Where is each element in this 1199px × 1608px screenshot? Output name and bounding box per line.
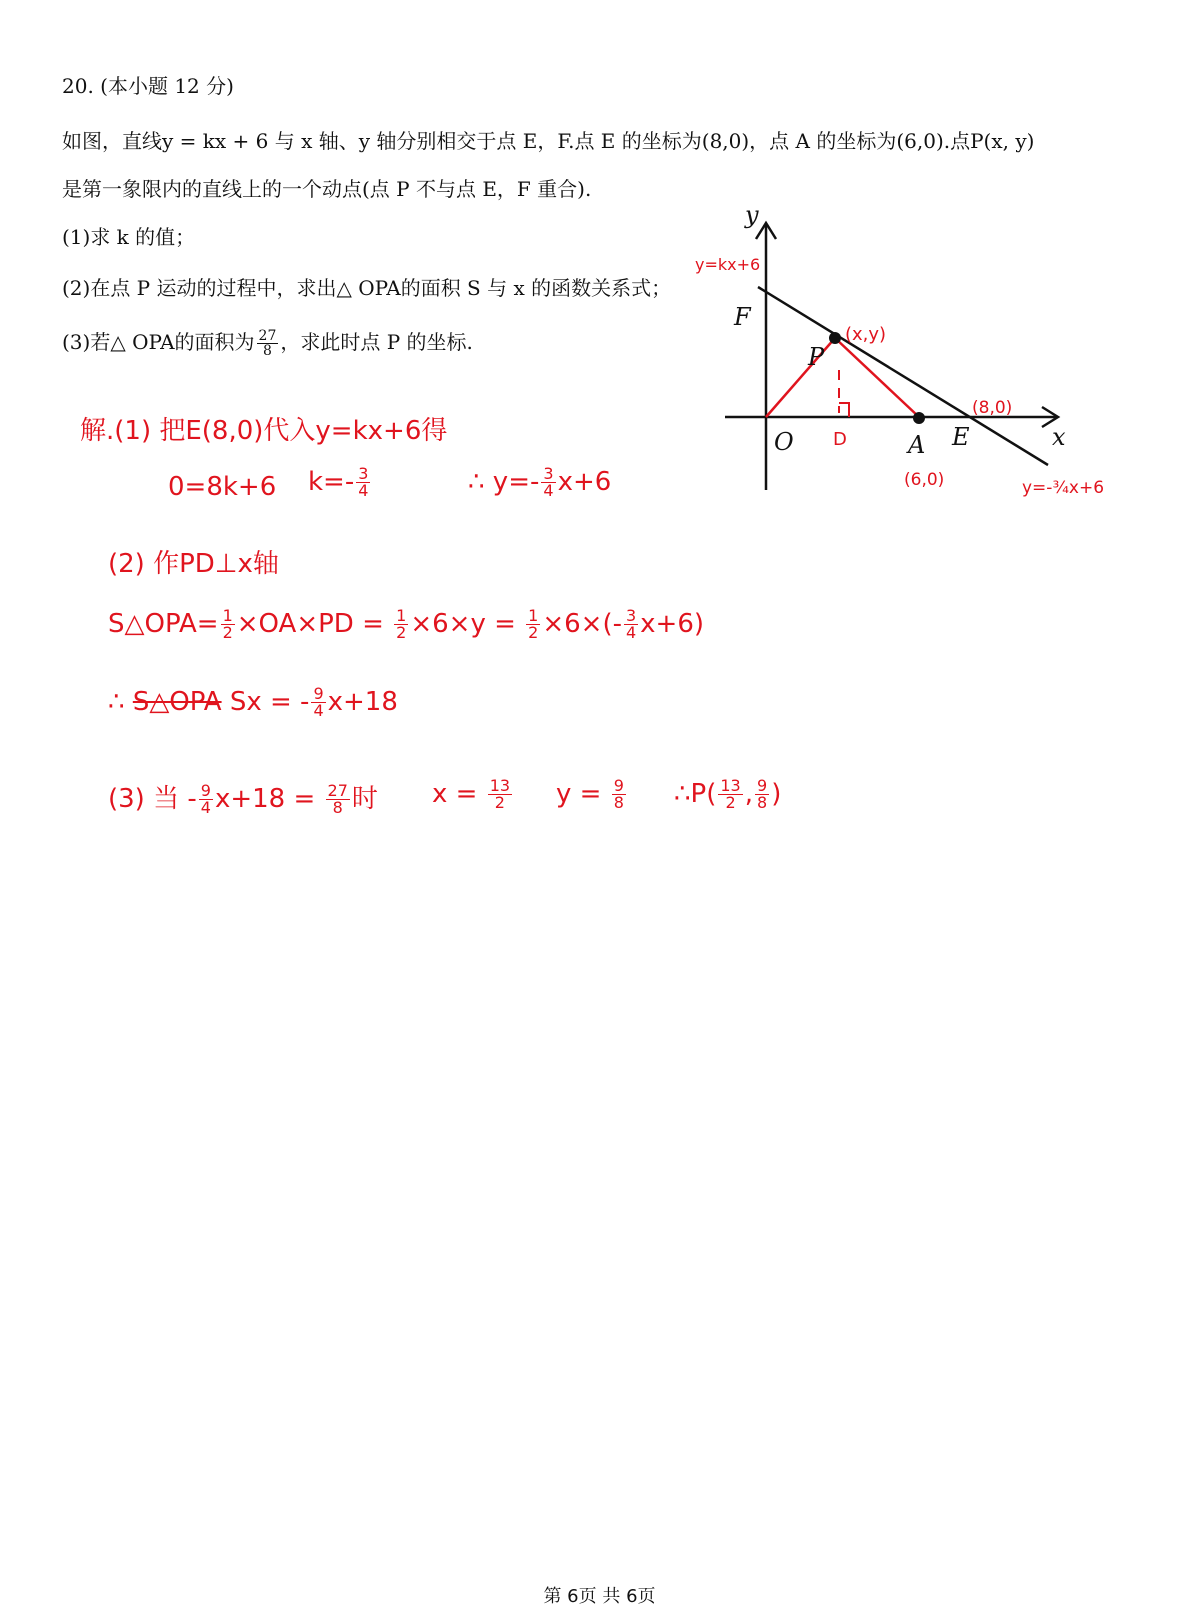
solution-p2-res-frac — [311, 686, 325, 719]
solution-p2-s-pre: S△OPA= — [108, 609, 219, 639]
solution-p2-coef — [624, 608, 638, 641]
label-f: F — [734, 303, 751, 331]
solution-p2-result — [108, 686, 398, 719]
solution-p1-y-post: x+6 — [557, 467, 612, 497]
solution-p3-coef-den: 4 — [200, 798, 211, 817]
question-3-fraction — [257, 329, 279, 358]
solution-p2-half-2-den: 2 — [396, 623, 407, 642]
question-2: (2)在点 P 运动的过程中，求出△ OPA的面积 S 与 x 的函数关系式； — [62, 276, 672, 300]
solution-p3-ans-x-den: 2 — [725, 793, 736, 812]
solution-p2-half-3-den: 2 — [528, 623, 539, 642]
solution-p3-y-den: 8 — [613, 793, 624, 812]
solution-p3-ans-pre: ∴P( — [674, 779, 717, 809]
solution-p3-x-num: 13 — [489, 776, 511, 795]
solution-p2-half-1 — [221, 608, 235, 641]
solution-p1-y-pre: ∴ y=- — [468, 467, 540, 497]
solution-p3-ans-sep: , — [744, 779, 753, 809]
solution-p1-y-frac — [541, 466, 555, 499]
solution-p2-half-2-num: 1 — [396, 606, 407, 625]
label-o: O — [774, 428, 794, 456]
solution-p1-y-den: 4 — [543, 481, 554, 500]
point-a — [913, 412, 925, 424]
note-a-coords: (6,0) — [904, 470, 945, 490]
solution-p3-x-den: 2 — [494, 793, 505, 812]
solution-p3-coef — [199, 783, 213, 816]
solution-p1-line1: 解.(1) 把E(8,0)代入y=kx+6得 — [80, 416, 448, 446]
solution-p3-coef-num: 9 — [200, 781, 211, 800]
solution-p2-half-1-num: 1 — [222, 606, 233, 625]
solution-p2-res-a: Sx = - — [229, 687, 310, 717]
label-a: A — [908, 431, 926, 459]
solution-p3-ans-y-num: 9 — [757, 776, 768, 795]
solution-p2-half-3 — [526, 608, 540, 641]
solution-p1-y — [468, 466, 611, 499]
solution-p2-res-den: 4 — [313, 701, 324, 720]
solution-p2-s-end: x+6) — [640, 609, 705, 639]
solution-p3-ans-y-den: 8 — [757, 793, 768, 812]
solution-p2-coef-den: 4 — [625, 623, 637, 642]
solution-p2-res-num: 9 — [313, 684, 324, 703]
segment-op — [766, 338, 835, 417]
label-y: y — [745, 201, 759, 229]
note-p-coords: (x,y) — [845, 324, 887, 345]
point-p — [829, 332, 841, 344]
solution-p2-coef-num: 3 — [625, 606, 637, 625]
solution-p3-value-den: 8 — [332, 798, 343, 817]
solution-p3-value-num: 27 — [327, 781, 348, 800]
solution-p2-s-mid3: ×6×(- — [542, 609, 622, 639]
label-e: E — [952, 423, 970, 451]
solution-p1-k-den: 4 — [358, 481, 369, 500]
solution-p1-k-num: 3 — [358, 464, 369, 483]
solution-p3-y-num: 9 — [613, 776, 624, 795]
solution-p2-s-mid: ×OA×PD = — [236, 609, 384, 639]
solution-p3-x — [432, 778, 514, 811]
question-3-fraction-num: 27 — [258, 328, 277, 344]
page-footer: 第 6页 共 6页 — [543, 1586, 656, 1607]
solution-p1-k-pre: k=- — [308, 467, 355, 497]
solution-p3-pre: (3) 当 - — [108, 784, 197, 814]
solution-p3-y — [556, 778, 628, 811]
solution-p3-ans-x — [718, 778, 742, 811]
question-3 — [62, 326, 473, 358]
solution-p2-s-mid2: ×6×y = — [410, 609, 516, 639]
coordinate-figure — [690, 195, 1130, 515]
question-3-after: ，求此时点 P 的坐标. — [280, 330, 473, 354]
solution-p3-y-frac — [612, 778, 626, 811]
right-angle-mark — [839, 403, 849, 417]
question-1: (1)求 k 的值； — [62, 225, 196, 249]
solution-p3-ans-end: ) — [771, 779, 782, 809]
solution-p3-x-frac — [488, 778, 512, 811]
label-d: D — [833, 429, 847, 450]
label-x: x — [1052, 423, 1066, 451]
solution-p3-x-label: x = — [432, 779, 478, 809]
note-line-bottom: y=-¾x+6 — [1022, 478, 1105, 498]
solution-p2-half-2 — [394, 608, 408, 641]
solution-p2-line1: (2) 作PD⊥x轴 — [108, 549, 279, 579]
solution-p3-answer — [674, 778, 781, 811]
solution-p3-value — [326, 783, 350, 816]
solution-p2-half-3-num: 1 — [528, 606, 539, 625]
problem-statement-line1: 如图，直线y = kx + 6 与 x 轴、y 轴分别相交于点 E，F.点 E 的坐标为(8,0)，点 A 的坐标为(6,0).点P(x, y) — [62, 129, 1035, 153]
solution-p2-res-struck: S△OPA — [132, 687, 222, 717]
solution-p3 — [108, 778, 378, 816]
label-p: P — [808, 343, 825, 371]
solution-p3-mid: x+18 = — [214, 784, 316, 814]
solution-p3-y-label: y = — [556, 779, 602, 809]
solution-p2-res-b: x+18 — [327, 687, 398, 717]
solution-p3-ans-x-num: 13 — [720, 776, 741, 795]
solution-p2-area — [108, 608, 704, 641]
note-line-top: y=kx+6 — [695, 255, 761, 274]
solution-p1-eq1: 0=8k+6 — [168, 472, 277, 502]
question-3-fraction-den: 8 — [262, 343, 272, 359]
solution-p2-half-1-den: 2 — [222, 623, 233, 642]
solution-p1-k-frac — [356, 466, 370, 499]
question-3-before: (3)若△ OPA的面积为 — [62, 330, 255, 354]
solution-p2-res-pre: ∴ — [108, 687, 125, 717]
solution-p1-k — [308, 466, 372, 499]
problem-statement-line2: 是第一象限内的直线上的一个动点(点 P 不与点 E，F 重合). — [62, 177, 592, 201]
solution-p3-ans-y — [755, 778, 769, 811]
problem-header: 20. (本小题 12 分) — [62, 74, 234, 98]
solution-p1-y-num: 3 — [543, 464, 554, 483]
solution-p3-when: 时 — [351, 784, 378, 814]
note-e-coords: (8,0) — [972, 398, 1013, 418]
